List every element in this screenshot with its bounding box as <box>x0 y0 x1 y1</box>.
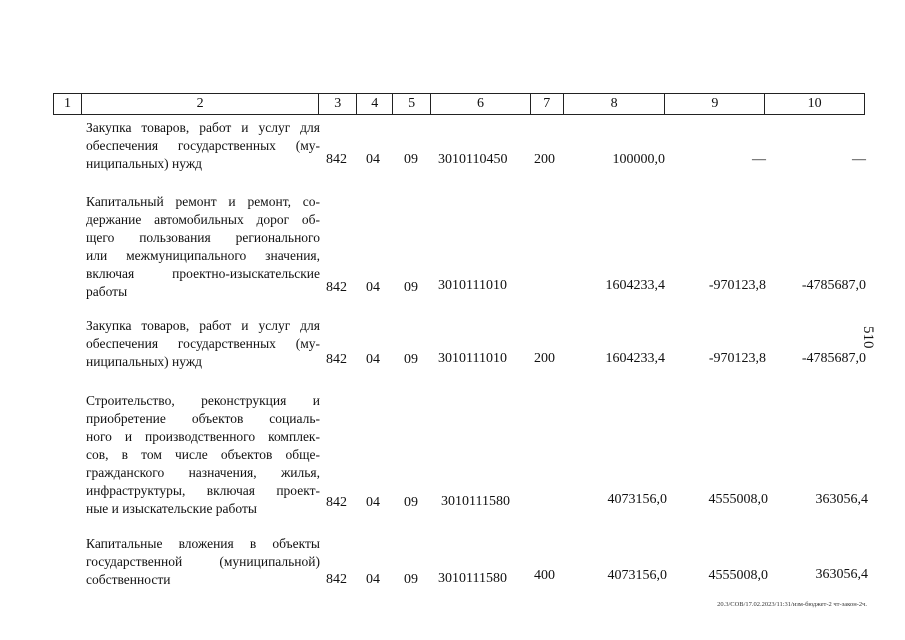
table-header-row <box>53 93 865 115</box>
cell-c6: 3010111010 <box>438 278 507 293</box>
cell-c4: 04 <box>366 280 380 295</box>
cell-c8: 4073156,0 <box>607 492 667 507</box>
description-line: Капитальный ремонт и ремонт, со- <box>86 194 320 209</box>
description-line: ные и изыскательские работы <box>86 501 257 516</box>
description-line: инфраструктуры, включая проект- <box>86 483 320 498</box>
cell-c8: 1604233,4 <box>605 278 665 293</box>
description-line: включая проектно-изыскательские <box>86 266 320 281</box>
header-col-4: 4 <box>357 94 393 114</box>
header-col-2: 2 <box>82 94 319 114</box>
footer-note: 20.3/СОВ/17.02.2023/11:31/изм-бюджет-2 чт-закон-2ч. <box>717 601 867 608</box>
row-description <box>86 535 320 589</box>
row-description <box>86 392 320 518</box>
cell-c8: 4073156,0 <box>607 568 667 583</box>
cell-c3: 842 <box>326 352 347 367</box>
cell-c9: — <box>752 152 766 167</box>
cell-c4: 04 <box>366 352 380 367</box>
cell-c8: 100000,0 <box>612 152 665 167</box>
header-col-9: 9 <box>665 94 765 114</box>
row-description <box>86 193 320 301</box>
cell-c5: 09 <box>404 572 418 587</box>
cell-c6: 3010111580 <box>438 571 507 586</box>
cell-c4: 04 <box>366 495 380 510</box>
cell-c7: 200 <box>534 152 555 167</box>
header-col-8: 8 <box>564 94 666 114</box>
cell-c6: 3010111010 <box>438 351 507 366</box>
description-line: работы <box>86 284 128 299</box>
description-line: держание автомобильных дорог об- <box>86 212 320 227</box>
cell-c5: 09 <box>404 280 418 295</box>
cell-c4: 04 <box>366 152 380 167</box>
description-line: собственности <box>86 572 171 587</box>
page-number: 510 <box>860 326 876 349</box>
header-col-10: 10 <box>807 96 822 111</box>
cell-c10: 363056,4 <box>815 492 868 507</box>
cell-c9: 4555008,0 <box>708 568 768 583</box>
description-line: Капитальные вложения в объекты <box>86 536 320 551</box>
cell-c10: 363056,4 <box>815 567 868 582</box>
cell-c7: 200 <box>534 351 555 366</box>
description-line: щего пользования регионального <box>86 230 320 245</box>
cell-c4: 04 <box>366 572 380 587</box>
header-col-3: 3 <box>319 94 357 114</box>
description-line: ного и производственного комплек- <box>86 429 320 444</box>
cell-c3: 842 <box>326 495 347 510</box>
cell-c6: 3010111580 <box>441 494 510 509</box>
description-line: гражданского назначения, жилья, <box>86 465 320 480</box>
cell-c9: -970123,8 <box>708 351 766 366</box>
description-line: ниципальных) нужд <box>86 156 203 171</box>
description-line: приобретение объектов социаль- <box>86 411 320 426</box>
description-line: ниципальных) нужд <box>86 354 203 369</box>
cell-c3: 842 <box>326 572 347 587</box>
description-line: обеспечения государственных (му- <box>86 138 320 153</box>
row-description <box>86 119 320 173</box>
description-line: Закупка товаров, работ и услуг для <box>86 318 320 333</box>
cell-c10: — <box>852 152 866 167</box>
cell-c3: 842 <box>326 152 347 167</box>
header-col-5: 5 <box>393 94 431 114</box>
description-line: или межмуниципального значения, <box>86 248 320 263</box>
description-line: сов, в том числе объектов обще- <box>86 447 320 462</box>
cell-c7: 400 <box>534 568 555 583</box>
cell-c5: 09 <box>404 152 418 167</box>
cell-c3: 842 <box>326 280 347 295</box>
cell-c5: 09 <box>404 352 418 367</box>
header-col-6: 6 <box>431 94 531 114</box>
cell-c10: -4785687,0 <box>801 351 866 366</box>
cell-c6: 3010110450 <box>438 152 508 167</box>
cell-c8: 1604233,4 <box>605 351 665 366</box>
row-description <box>86 317 320 371</box>
cell-c5: 09 <box>404 495 418 510</box>
cell-c10: -4785687,0 <box>801 278 866 293</box>
description-line: государственной (муниципальной) <box>86 554 320 569</box>
description-line: обеспечения государственных (му- <box>86 336 320 351</box>
header-col-7: 7 <box>531 94 564 114</box>
cell-c9: 4555008,0 <box>708 492 768 507</box>
description-line: Закупка товаров, работ и услуг для <box>86 120 320 135</box>
cell-c9: -970123,8 <box>708 278 766 293</box>
description-line: Строительство, реконструкция и <box>86 393 320 408</box>
header-col-1: 1 <box>54 94 82 114</box>
